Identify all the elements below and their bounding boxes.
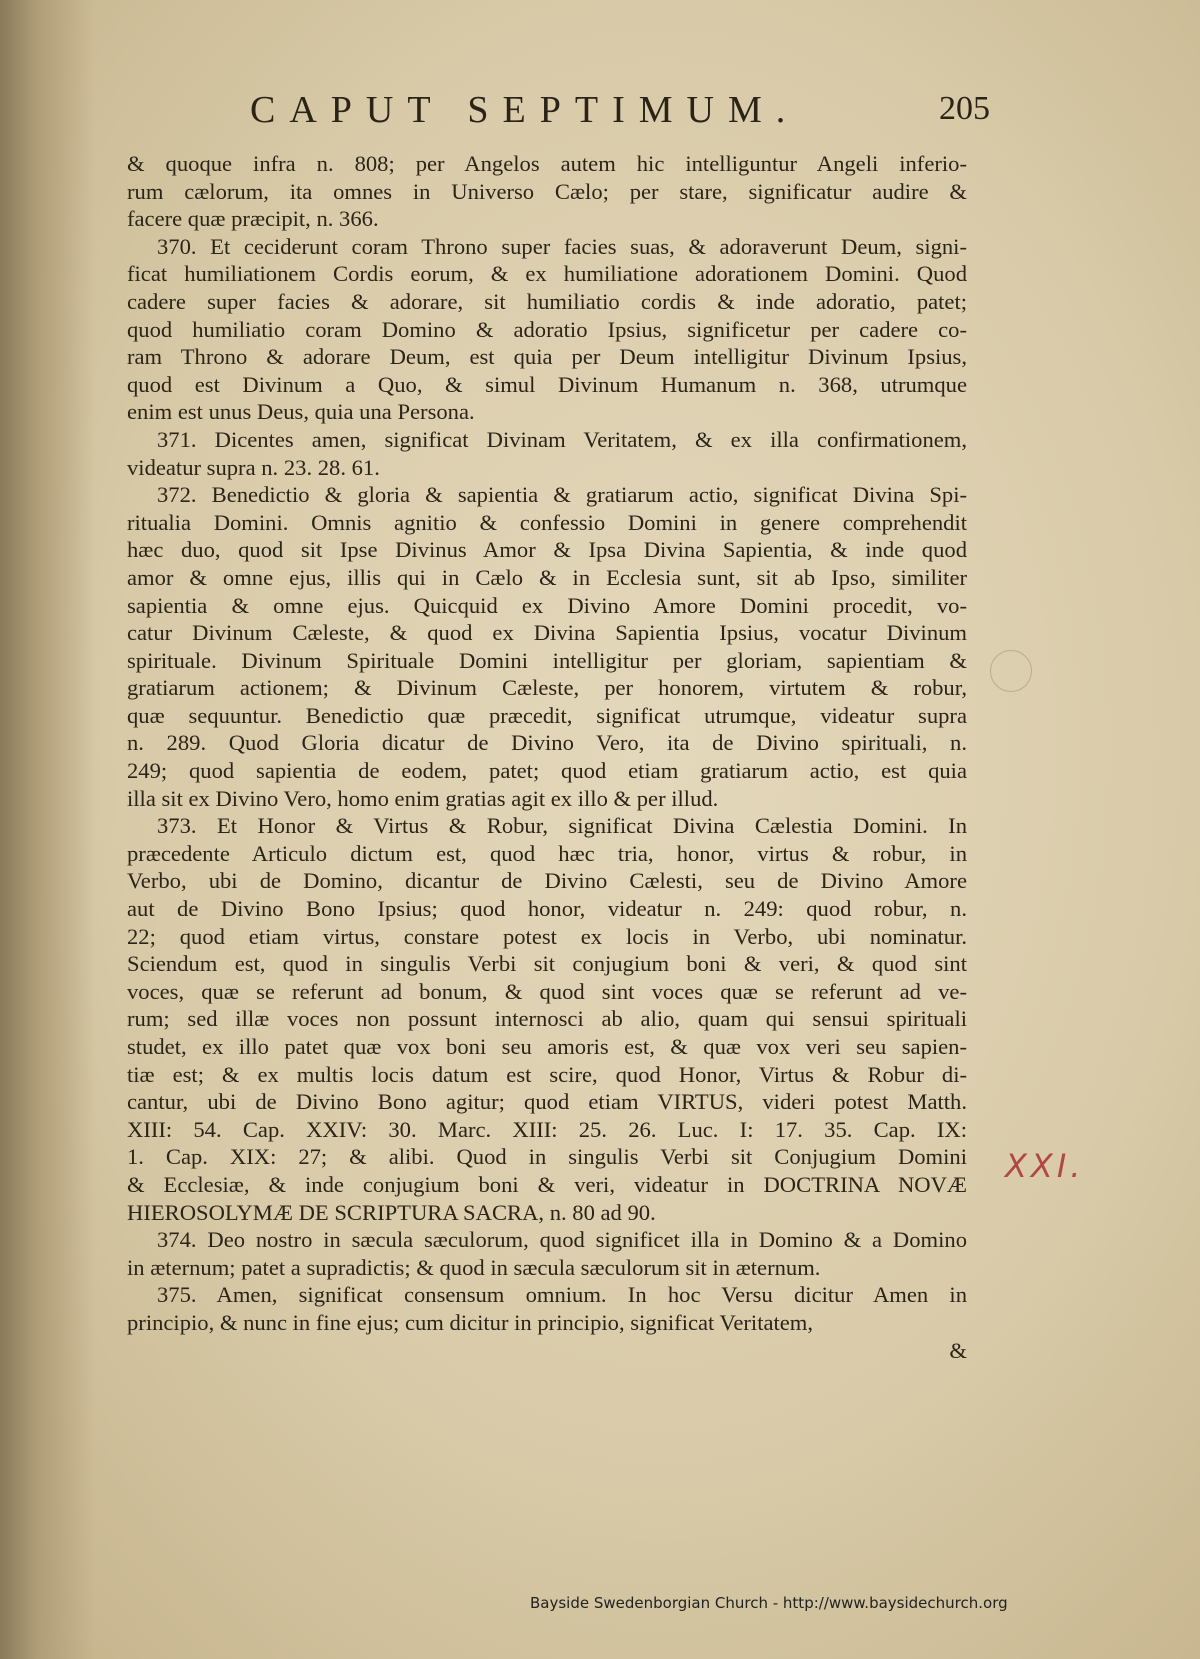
running-title: CAPUT SEPTIMUM. xyxy=(250,89,800,131)
text-line: Verbo, ubi de Domino, dicantur de Divino Cælesti, seu de Divino Amore xyxy=(127,868,967,894)
page-header xyxy=(150,88,990,138)
text-line: 22; quod etiam virtus, constare potest ex locis in Verbo, ubi nominatur. xyxy=(127,923,967,949)
page-number: 205 xyxy=(939,90,990,127)
text-line: 374. Deo nostro in sæcula sæculorum, quod significet illa in Domino & a Domino xyxy=(157,1227,967,1253)
text-line: principio, & nunc in fine ejus; cum dicitur in principio, significat Veritatem, xyxy=(127,1309,814,1335)
text-line: 373. Et Honor & Virtus & Robur, significat Divina Cælestia Domini. In xyxy=(157,813,967,839)
text-line: cadere super facies & adorare, sit humiliatio cordis & inde adoratio, patet; xyxy=(127,288,967,314)
text-line: gratiarum actionem; & Divinum Cæleste, per honorem, virtutem & robur, xyxy=(127,675,967,701)
margin-note-red: XXI. xyxy=(1005,1147,1085,1185)
text-line: quod humiliatio coram Domino & adoratio Ipsius, significetur per cadere co- xyxy=(127,316,967,342)
text-line: HIEROSOLYMÆ DE SCRIPTURA SACRA, n. 80 ad 90. xyxy=(127,1199,656,1225)
text-line: spirituale. Divinum Spirituale Domini intelligitur per gloriam, sapientiam & xyxy=(127,647,967,673)
text-line: 1. Cap. XIX: 27; & alibi. Quod in singulis Verbi sit Conjugium Domini xyxy=(127,1144,967,1170)
text-line: cantur, ubi de Divino Bono agitur; quod etiam VIRTUS, videri potest Matth. xyxy=(127,1089,967,1115)
text-line: catur Divinum Cæleste, & quod ex Divina Sapientia Ipsius, vocatur Divinum xyxy=(127,620,967,646)
body-text xyxy=(127,150,967,1364)
text-line: præcedente Articulo dictum est, quod hæc tria, honor, virtus & robur, in xyxy=(127,840,967,866)
text-line: 372. Benedictio & gloria & sapientia & gratiarum actio, significat Divina Spi- xyxy=(157,482,967,508)
text-line: voces, quæ se referunt ad bonum, & quod sint voces quæ se referunt ad ve- xyxy=(127,978,967,1004)
text-line: quod est Divinum a Quo, & simul Divinum Humanum n. 368, utrumque xyxy=(127,371,967,397)
text-line: illa sit ex Divino Vero, homo enim gratias agit ex illo & per illud. xyxy=(127,785,719,811)
gutter-shadow xyxy=(0,0,95,1659)
text-line: XIII: 54. Cap. XXIV: 30. Marc. XIII: 25. 26. Luc. I: 17. 35. Cap. IX: xyxy=(127,1116,967,1142)
text-line: videatur supra n. 23. 28. 61. xyxy=(127,454,380,480)
text-line: ram Throno & adorare Deum, est quia per Deum intelligitur Divinum Ipsius, xyxy=(127,344,967,370)
text-line: tiæ est; & ex multis locis datum est scire, quod Honor, Virtus & Robur di- xyxy=(127,1061,967,1087)
text-line: studet, ex illo patet quæ vox boni seu amoris est, & quæ vox veri seu sapien- xyxy=(127,1034,967,1059)
text-line: & quoque infra n. 808; per Angelos autem hic intelliguntur Angeli inferio- xyxy=(127,151,967,176)
footer-credit: Bayside Swedenborgian Church - http://www.baysidechurch.org xyxy=(530,1594,1008,1612)
text-line: hæc duo, quod sit Ipse Divinus Amor & Ipsa Divina Sapientia, & inde quod xyxy=(127,537,967,563)
text-line: quæ sequuntur. Benedictio quæ præcedit, significat utrumque, videatur supra xyxy=(127,702,967,728)
catchword: & xyxy=(949,1337,967,1363)
text-line: facere quæ præcipit, n. 366. xyxy=(127,206,379,232)
text-line: 249; quod sapientia de eodem, patet; quod etiam gratiarum actio, est quia xyxy=(127,758,967,784)
text-line: 370. Et ceciderunt coram Throno super facies suas, & adoraverunt Deum, signi- xyxy=(157,233,967,259)
text-line: in æternum; patet a supradictis; & quod in sæcula sæculorum sit in æternum. xyxy=(127,1254,821,1280)
text-line: aut de Divino Bono Ipsius; quod honor, videatur n. 249: quod robur, n. xyxy=(127,896,967,922)
text-line: ritualia Domini. Omnis agnitio & confessio Domini in genere comprehendit xyxy=(127,509,967,535)
text-line: n. 289. Quod Gloria dicatur de Divino Vero, ita de Divino spirituali, n. xyxy=(127,730,967,756)
text-line: sapientia & omne ejus. Quicquid ex Divino Amore Domini procedit, vo- xyxy=(127,592,967,618)
text-line: amor & omne ejus, illis qui in Cælo & in Ecclesia sunt, sit ab Ipso, similiter xyxy=(127,564,967,590)
text-line: rum; sed illæ voces non possunt internosci ab alio, quam qui sensui spirituali xyxy=(127,1006,967,1032)
text-line: ficat humiliationem Cordis eorum, & ex humiliatione adorationem Domini. Quod xyxy=(127,261,967,287)
text-line: enim est unus Deus, quia una Persona. xyxy=(127,399,475,425)
margin-circle-mark xyxy=(990,650,1032,692)
text-line: 371. Dicentes amen, significat Divinam Veritatem, & ex illa confirmationem, xyxy=(157,426,967,452)
text-line: & Ecclesiæ, & inde conjugium boni & veri, videatur in DOCTRINA NOVÆ xyxy=(127,1171,967,1197)
text-line: rum cælorum, ita omnes in Universo Cælo; per stare, significatur audire & xyxy=(127,178,967,204)
text-line: 375. Amen, significat consensum omnium. In hoc Versu dicitur Amen in xyxy=(157,1282,967,1308)
text-line: Sciendum est, quod in singulis Verbi sit conjugium boni & veri, & quod sint xyxy=(127,951,967,977)
